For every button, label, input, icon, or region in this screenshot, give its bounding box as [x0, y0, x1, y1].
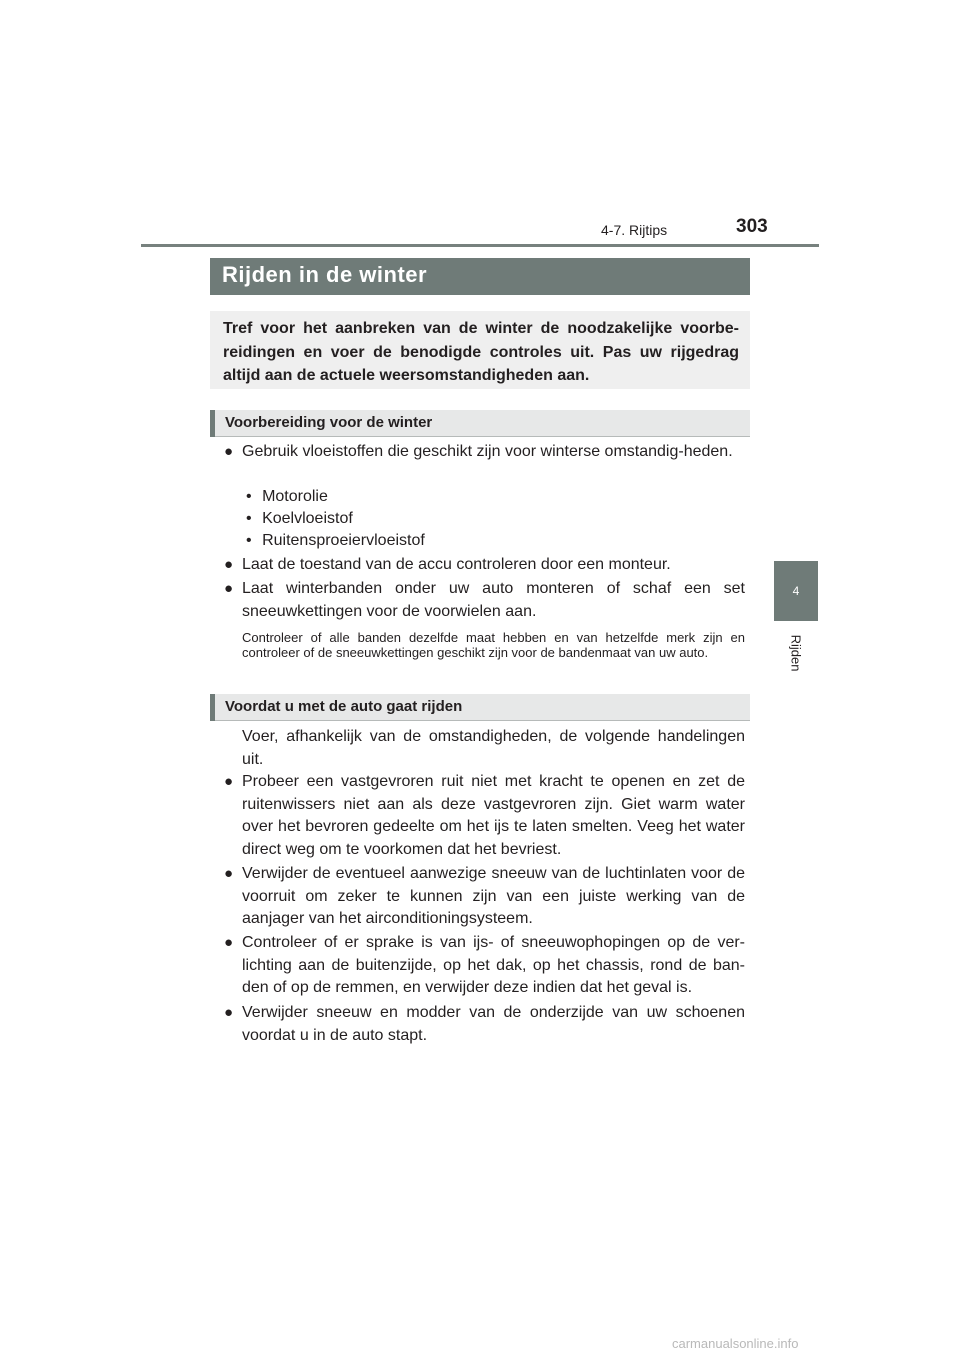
section-heading-before-driving	[210, 694, 750, 721]
list-item-text: Probeer een vastgevroren ruit niet met kracht te openen en zet de ruitenwissers niet aan als deze vastgevroren zijn. Giet warm water over het bevroren gedeelte om het ijs te laten smelten. Veeg het water direct weg om te voorkomen dat het bevriest.	[242, 773, 745, 858]
list-item-text: Verwijder de eventueel aanwezige sneeuw van de luchtinlaten voor de voorruit om zeker te kunnen zijn van een juiste werking van de aanjager van het airconditioningsysteem.	[242, 865, 745, 927]
section-lead-text: Voer, afhankelijk van de omstandigheden, de volgende handelingen uit.	[242, 728, 745, 768]
footer-watermark: carmanualsonline.info	[672, 1336, 799, 1351]
list-item	[224, 771, 745, 861]
page-title: Rijden in de winter	[222, 262, 428, 287]
section-breadcrumb: 4-7. Rijtips	[601, 222, 668, 238]
sub-bullet-icon: •	[246, 510, 252, 527]
sub-list-item-text: Ruitensproeiervloeistof	[262, 532, 425, 549]
bullet-icon: ●	[224, 443, 234, 460]
list-item-text: Laat winterbanden onder uw auto monteren of schaf een set sneeuwkettingen voor de voorwielen aan.	[242, 580, 745, 620]
chapter-label-text: Rijden	[788, 634, 804, 672]
list-item	[224, 1002, 745, 1047]
sub-bullet-icon: •	[246, 532, 252, 549]
section-heading-text: Voorbereiding voor de winter	[225, 414, 433, 431]
intro-box	[210, 311, 750, 389]
list-item	[224, 554, 745, 577]
header-divider	[141, 244, 819, 247]
page-title-bar	[210, 258, 750, 295]
list-item	[224, 932, 745, 1000]
chapter-label	[781, 632, 811, 674]
bullet-icon: ●	[224, 773, 234, 790]
list-item-text: Controleer of er sprake is van ijs- of sneeuwophopingen op de ver-lichting aan de buitenzijde, op het dak, op het chassis, rond de ban-den of op de remmen, en verwijder deze indien dat het geval is.	[242, 934, 745, 996]
bullet-icon: ●	[224, 556, 234, 573]
bullet-icon: ●	[224, 580, 234, 597]
list-item-text: Laat de toestand van de accu controleren door een monteur.	[242, 556, 671, 573]
section-heading-text: Voordat u met de auto gaat rijden	[225, 698, 463, 715]
chapter-tab: 4	[774, 561, 818, 621]
section-heading-winter-prep	[210, 410, 750, 437]
page-number: 303	[736, 216, 768, 237]
sub-list-item	[246, 486, 328, 508]
sub-list-item-text: Koelvloeistof	[262, 510, 353, 527]
sub-bullet-icon: •	[246, 488, 252, 505]
note-text: Controleer of alle banden dezelfde maat hebben en van hetzelfde merk zijn en controleer of de sneeuwkettingen geschikt zijn voor de bandenmaat van uw auto.	[242, 630, 745, 660]
sub-list-item	[246, 530, 425, 552]
bullet-icon: ●	[224, 1004, 234, 1021]
bullet-icon: ●	[224, 865, 234, 882]
intro-text: Tref voor het aanbreken van de winter de noodzakelijke voorbe-reidingen en voer de benodigde controles uit. Pas uw rijgedrag altijd aan de actuele weersomstandigheden aan.	[223, 320, 739, 384]
sub-list-item	[246, 508, 353, 530]
bullet-icon: ●	[224, 934, 234, 951]
list-item-text: Verwijder sneeuw en modder van de onderzijde van uw schoenen voordat u in de auto stapt.	[242, 1004, 745, 1044]
list-item-text: Gebruik vloeistoffen die geschikt zijn voor winterse omstandig-heden.	[242, 443, 733, 460]
sub-list-item-text: Motorolie	[262, 488, 328, 505]
list-item	[224, 578, 745, 623]
list-item	[224, 441, 745, 464]
list-item	[224, 863, 745, 931]
